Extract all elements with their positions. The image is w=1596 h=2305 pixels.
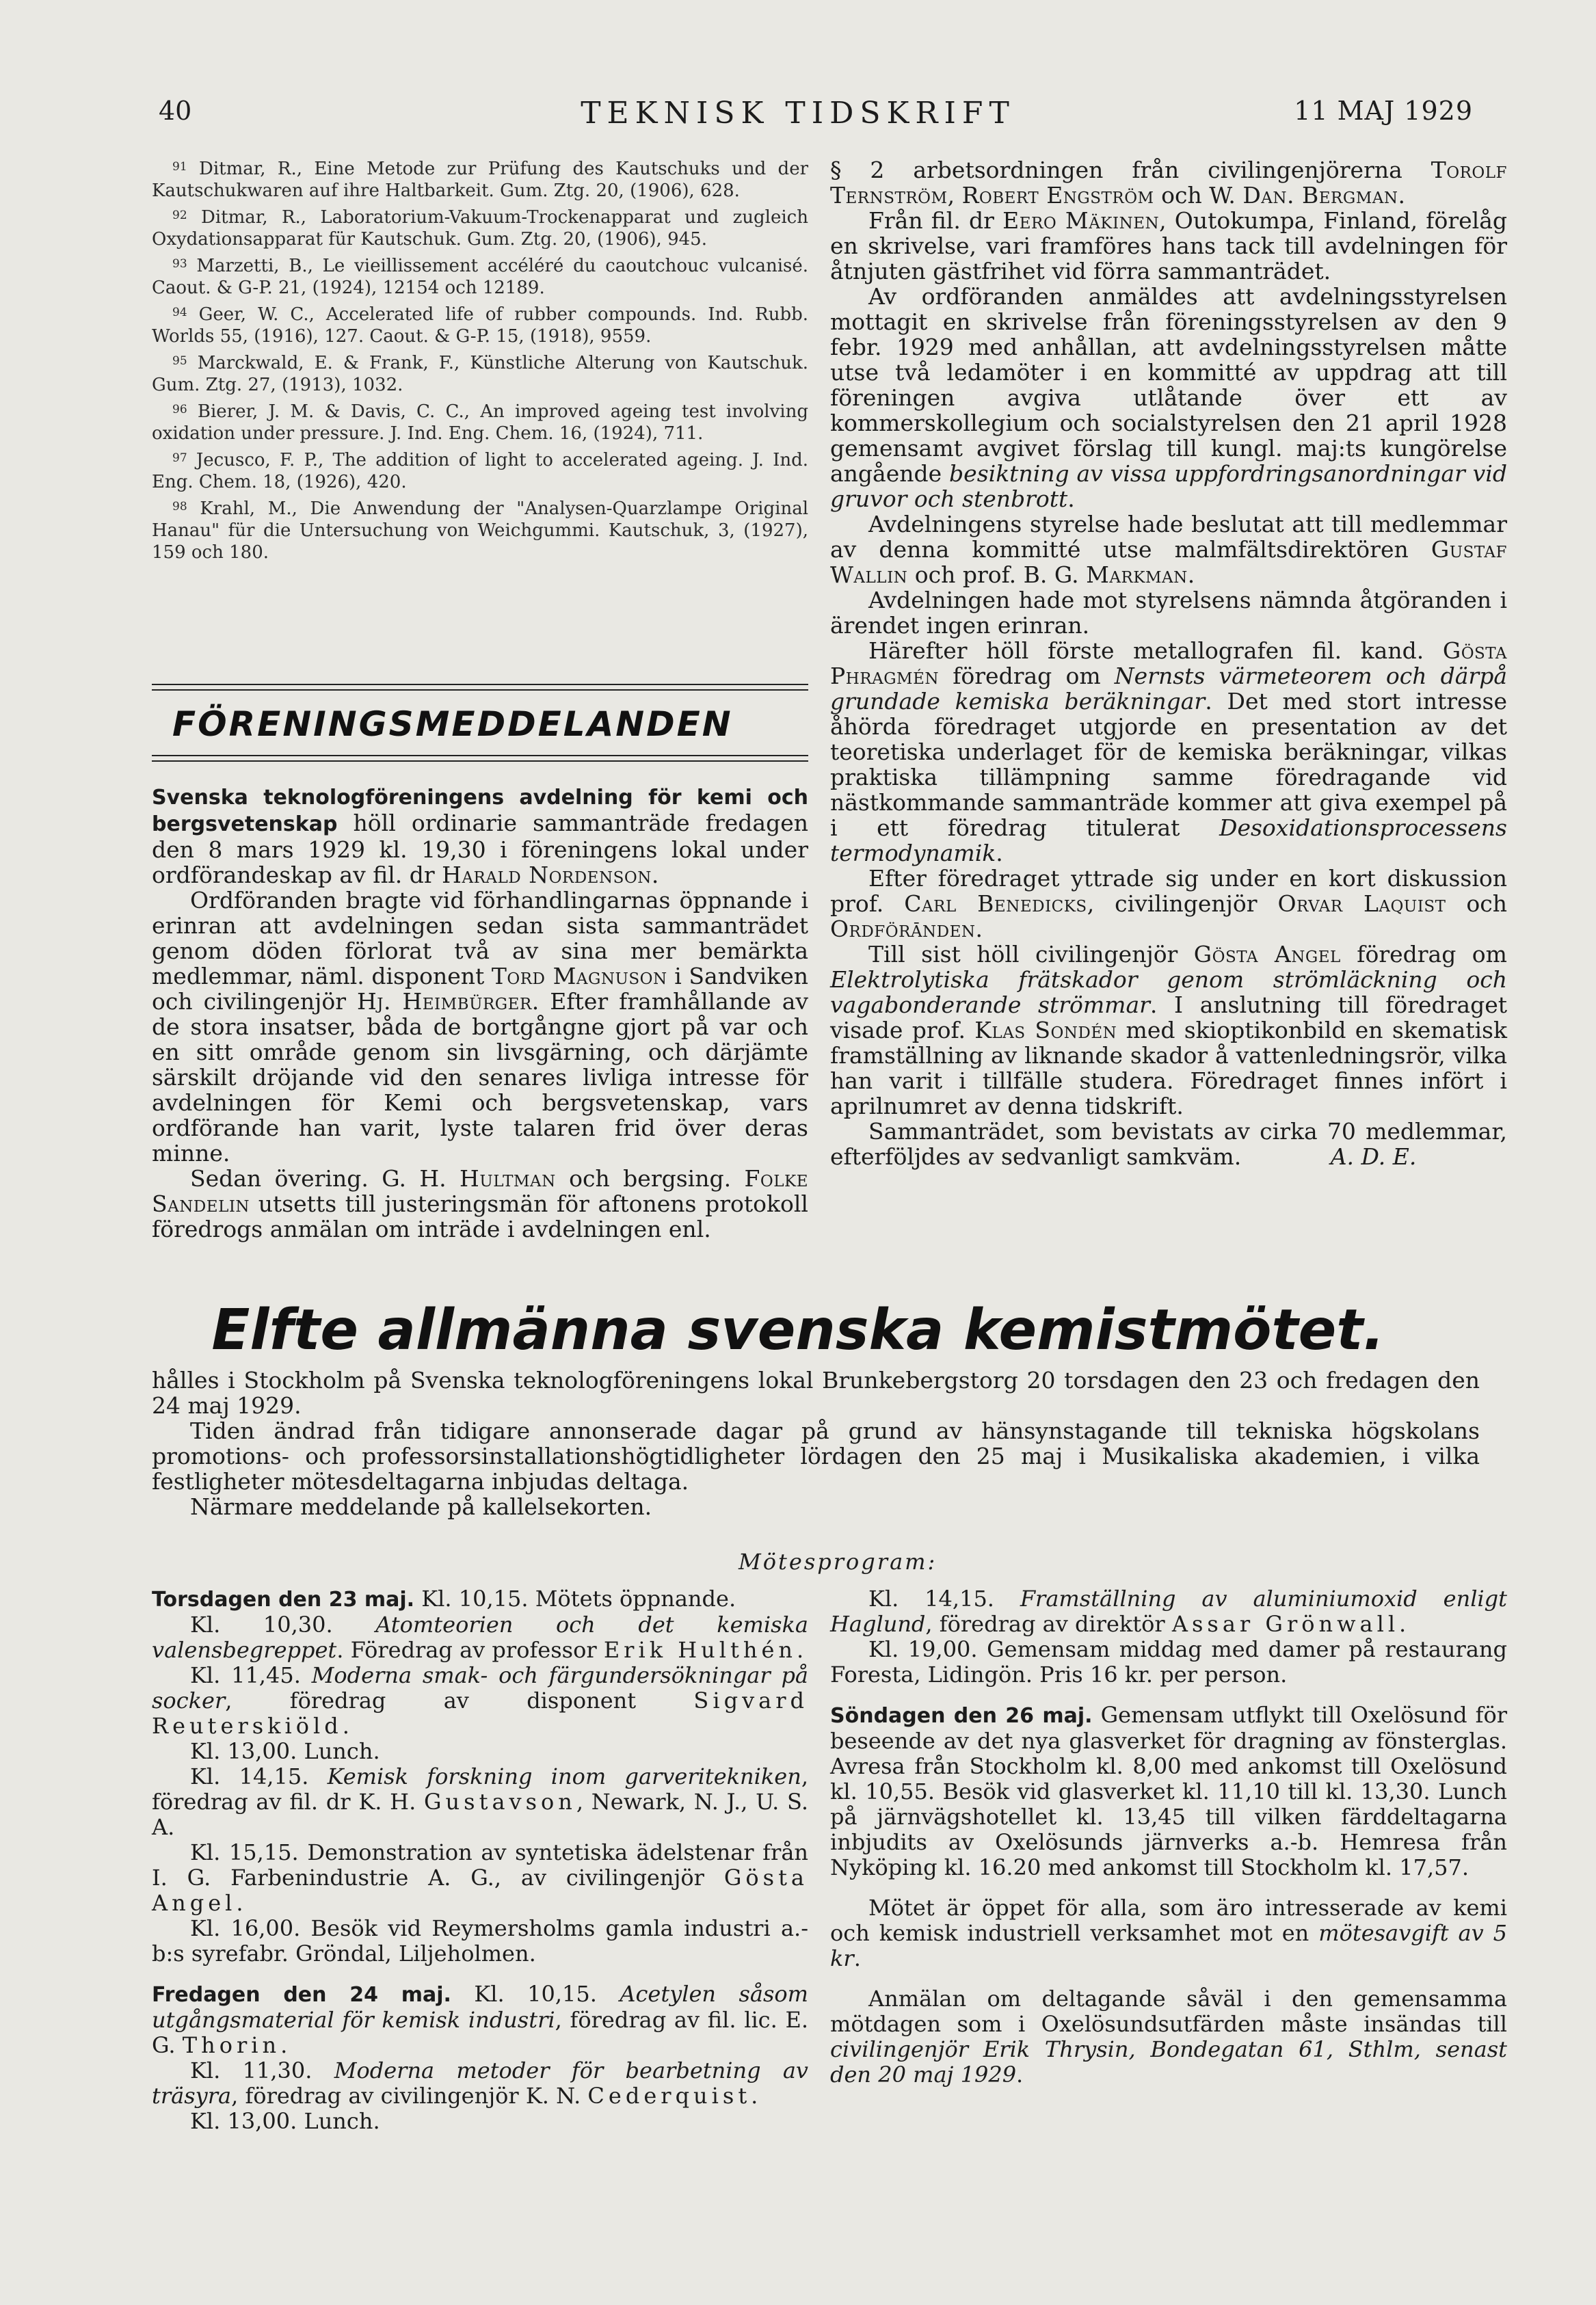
reference-item <box>152 253 808 299</box>
signature-initials: A. D. E. <box>1330 1143 1417 1170</box>
reference-item <box>152 156 808 202</box>
day-heading: Söndagen den 26 maj. <box>830 1704 1093 1728</box>
divider <box>152 755 808 756</box>
program-item: Kl. 19,00. Gemensam middag med damer på restaurang Foresta, Lidingön. Pris 16 kr. per person. <box>830 1636 1507 1688</box>
person-name: Gustaf Wallin <box>830 536 1507 588</box>
person-name: Gösta Angel <box>152 1865 808 1916</box>
reference-text: Jecusco, F. P., The addition of light to accelerated ageing. J. Ind. Eng. Chem. 18, (1926), 420. <box>152 450 808 492</box>
program-item: Mötet är öppet för alla, som äro intresserade av kemi och kemisk industriell verksamhet mot en mötesavgift av 5 kr. <box>830 1895 1507 1971</box>
paragraph: § 2 arbetsordningen från civilingenjörerna Torolf Ternström, Robert Engström och W. Dan. Bergman. <box>830 157 1507 209</box>
page-number: 40 <box>159 96 192 126</box>
person-name: Tord Magnuson <box>491 963 667 989</box>
issue-date: 11 MAJ 1929 <box>1294 96 1473 126</box>
person-name: Gösta Phragmén <box>830 637 1507 689</box>
paragraph: Från fil. dr Eero Mäkinen, Outokumpa, Finland, förelåg en skrivelse, vari framföres hans tack till avdelningen för åtnjuten gästfrihet vid förra sammanträdet. <box>830 207 1508 284</box>
italic-title: Elektrolytiska frätskador genom strömläckning och vagabonderande strömmar <box>830 966 1507 1018</box>
person-name: Hj. Heimbürger <box>356 988 532 1015</box>
program-item: Kl. 14,15. Framställning av aluminiumoxid enligt Haglund, föredrag av direktör Assar Grönwall. <box>830 1586 1507 1637</box>
reference-item <box>152 302 808 347</box>
reference-number: 94 <box>172 306 187 319</box>
program-item: Kl. 16,00. Besök vid Reymersholms gamla industri a.-b:s syrefabr. Gröndal, Liljeholmen. <box>152 1915 808 1967</box>
reference-item <box>152 399 808 444</box>
paragraph: Efter föredraget yttrade sig under en kort diskussion prof. Carl Benedicks, civilingenjör Orvar Laquist och Ordförānden. <box>830 865 1507 942</box>
paragraph: Sedan övering. G. H. Hultman och bergsing. Folke Sandelin utsetts till justeringsmän för aftonens protokoll föredrogs anmälan om inträde i avdelningen enl. <box>152 1165 809 1242</box>
program-left <box>152 1586 808 2134</box>
paragraph: Svenska teknologföreningens avdelning för kemi och bergsvetenskap höll ordinarie sammanträde fredagen den 8 mars 1929 kl. 19,30 i föreningens lokal under ordförandeskap av fil. dr Harald Nordenson. <box>152 786 808 888</box>
journal-title: TEKNISK TIDSKRIFT <box>581 96 1015 131</box>
person-name: Torolf Ternström <box>830 157 1507 209</box>
reference-text: Geer, W. C., Accelerated life of rubber compounds. Ind. Rubb. Worlds 55, (1916), 127. Caout. & G-P. 15, (1918), 9559. <box>152 304 809 347</box>
person-name: Sigvard Reuterskiöld <box>152 1688 808 1739</box>
paragraph: Härefter höll förste metallografen fil. kand. Gösta Phragmén föredrag om Nernsts värmeteorem och därpå grundade kemiska beräkningar. Det med stort intresse åhörda föredraget utgjorde en presentation av det teoretiska underlaget för de kemiska beräkningar, vilkas praktiska tillämpning samme föredragande vid nästkommande sammanträde kommer att giva exempel på i ett föredrag titulerat Desoxidationsprocessens termodynamik. <box>830 637 1507 866</box>
reference-number: 92 <box>172 209 187 222</box>
person-name: Assar Grönwall <box>1171 1611 1400 1637</box>
person-name: Eero Mäkinen <box>1002 207 1160 234</box>
divider <box>152 689 808 691</box>
person-name: Ordförānden <box>830 916 976 942</box>
person-name: Robert Engström <box>961 182 1154 209</box>
paragraph: Sammanträdet, som bevistats av cirka 70 medlemmar, efterföljdes av sedvanligt samkväm. A. D. E. <box>830 1118 1507 1170</box>
person-name: Dan. Bergman <box>1242 182 1398 209</box>
person-name: Orvar Laquist <box>1277 890 1446 917</box>
program-item: Fredagen den 24 maj. Kl. 10,15. Acetylen såsom utgångsmaterial för kemisk industri, föredrag av fil. lic. E. G. Thorin. <box>152 1981 809 2058</box>
program-right <box>830 1586 1507 2088</box>
italic-title: Nernsts värmeteorem och därpå grundade kemiska beräkningar <box>830 663 1507 715</box>
program-item: Kl. 13,00. Lunch. <box>190 1738 380 1764</box>
reference-number: 96 <box>172 403 187 416</box>
person-name: Klas Sondén <box>974 1017 1117 1043</box>
person-name: Folke Sandelin <box>152 1165 809 1217</box>
reference-item <box>152 447 808 493</box>
announcement-title: Elfte allmänna svenska kemistmötet. <box>211 1298 1385 1363</box>
program-item: Kl. 11,30. Moderna metoder för bearbetning av träsyra, föredrag av civilingenjör K. N. Cederquist. <box>152 2057 809 2109</box>
person-name: Carl Benedicks <box>904 890 1087 917</box>
person-name: Cederquist <box>587 2083 752 2109</box>
italic-title: besiktning av vissa uppfordringsanordningar vid gruvor och stenbrott <box>830 460 1507 512</box>
program-item: Kl. 15,15. Demonstration av syntetiska ädelstenar från I. G. Farbenindustrie A. G., av civilingenjör Gösta Angel. <box>152 1839 808 1916</box>
program-item: Torsdagen den 23 maj. Kl. 10,15. Mötets öppnande. <box>152 1586 736 1612</box>
person-name: Erik Hulthén <box>603 1637 797 1663</box>
reference-text: Bierer, J. M. & Davis, C. C., An improved ageing test involving oxidation under pressure. J. Ind. Eng. Chem. 16, (1924), 711. <box>152 401 808 444</box>
reference-text: Marckwald, E. & Frank, F., Künstliche Alterung von Kautschuk. Gum. Ztg. 27, (1913), 1032. <box>152 353 808 395</box>
paragraph: Avdelningens styrelse hade beslutat att till medlemmar av denna kommitté utse malmfältsdirektören Gustaf Wallin och prof. B. G. Markman. <box>830 511 1507 588</box>
day-heading: Torsdagen den 23 maj. <box>152 1588 415 1612</box>
divider <box>152 684 808 685</box>
program-item: Söndagen den 26 maj. Gemensam utflykt till Oxelösund för beseende av det nya glasverket för dragning av fönsterglas. Avresa från Stockholm kl. 8,00 med ankomst till Oxelösund kl. 10,55. Besök vid glasverket kl. 11,10 till kl. 13,30. Lunch på järnvägshotellet kl. 13,45 till vilken färddeltagarna inbjudits av Oxelösunds järnverks a.-b. Hemresa från Nyköping kl. 16.20 med ankomst till Stockholm kl. 17,57. <box>830 1702 1508 1880</box>
person-name: Thorin <box>182 2032 281 2058</box>
person-name: Gösta Angel <box>1193 941 1341 968</box>
reference-text: Krahl, M., Die Anwendung der "Analysen-Quarzlampe Original Hanau" für die Untersuchung von Weichgummi. Kautschuk, 3, (1927), 159 och 180. <box>152 498 809 563</box>
italic-title: Desoxidationsprocessens termodynamik <box>830 814 1507 866</box>
paragraph: Tiden ändrad från tidigare annonserade dagar på grund av hänsynstagande till tekniska högskolans promotions- och professorsinstallationshögtidligheter lördagen den 25 maj i Musikaliska akademien, i vilka festligheter mötesdeltagarna inbjudas deltaga. <box>152 1417 1480 1495</box>
paragraph: Av ordföranden anmäldes att avdelningsstyrelsen mottagit en skrivelse från föreningsstyrelsen av den 9 febr. 1929 med anhållan, att avdelningsstyrelsen måtte utse två ledamöter i en kommitté av uppdrag att till föreningen avgiva utlåtande över ett av kommerskollegium och socialstyrelsen den 21 april 1928 gemensamt avgivet förslag till kungl. maj:ts kungörelse angående besiktning av vissa uppfordringsanordningar vid gruvor och stenbrott. <box>830 283 1507 512</box>
reference-number: 93 <box>172 257 187 271</box>
paragraph: Till sist höll civilingenjör Gösta Angel föredrag om Elektrolytiska frätskador genom strömläckning och vagabonderande strömmar. I anslutning till föredraget visade prof. Klas Sondén med skioptikonbild en skematisk framställning av liknande skador å vattenledningsrör, vilka han varit i tillfälle studera. Föredraget finnes infört i aprilnumret av denna tidskrift. <box>830 941 1507 1119</box>
paragraph: hålles i Stockholm på Svenska teknologföreningens lokal Brunkebergstorg 20 torsdagen den 23 och fredagen den 24 maj 1929. <box>152 1367 1480 1419</box>
reference-text: Ditmar, R., Laboratorium-Vakuum-Trockenapparat und zugleich Oxydationsapparat für Kautschuk. Gum. Ztg. 20, (1906), 945. <box>152 207 808 250</box>
meeting-report-right <box>830 157 1507 1169</box>
paragraph: Avdelningen hade mot styrelsens nämnda åtgöranden i ärendet ingen erinran. <box>830 587 1507 639</box>
announcement-intro <box>152 1368 1480 1519</box>
program-item: Kl. 11,45. Moderna smak- och färgundersökningar på socker, föredrag av disponent Sigvard Reuterskiöld. <box>152 1662 808 1739</box>
reference-number: 98 <box>172 500 187 514</box>
paragraph: Ordföranden bragte vid förhandlingarnas öppnande i erinran att avdelningen sedan sista sammanträdet genom döden förlorat två av sina mer bemärkta medlemmar, näml. disponent Tord Magnuson i Sandviken och civilingenjör Hj. Heimbürger. Efter framhållande av de stora insatser, båda de bortgångne gjort på var och en sitt område genom sin livsgärning, och därjämte särskilt dröjande vid den senares livliga intresse för avdelningen för Kemi och bergsvetenskap, vars ordförande han varit, lyste talaren frid över deras minne. <box>152 887 809 1167</box>
reference-list <box>152 156 808 566</box>
person-name: Harald Nordenson <box>442 862 652 888</box>
program-item: Kl. 10,30. Atomteorien och det kemiska valensbegreppet. Föredrag av professor Erik Hulthén. <box>152 1612 809 1663</box>
day-heading: Fredagen den 24 maj. <box>152 1983 451 2007</box>
reference-number: 97 <box>172 451 187 465</box>
program-item: Kl. 14,15. Kemisk forskning inom garveritekniken, föredrag av fil. dr K. H. Gustavson, Newark, N. J., U. S. A. <box>152 1763 809 1840</box>
reference-text: Ditmar, R., Eine Metode zur Prüfung des Kautschuks und der Kautschukwaren auf ihre Haltbarkeit. Gum. Ztg. 20, (1906), 628. <box>152 159 809 201</box>
person-name: Hultman <box>460 1165 556 1192</box>
person-name: Gustavson <box>423 1789 576 1815</box>
program-item: Anmälan om deltagande såväl i den gemensamma mötdagen som i Oxelösundsutfärden måste insändas till civilingenjör Erik Thrysin, Bondegatan 61, Sthlm, senast den 20 maj 1929. <box>830 1986 1507 2088</box>
page-header <box>0 96 1596 137</box>
person-name: Markman <box>1086 561 1188 588</box>
program-heading: Mötesprogram: <box>739 1549 937 1575</box>
reference-item <box>152 496 808 563</box>
reference-item <box>152 350 808 396</box>
meeting-report-left <box>152 784 808 1242</box>
section-heading-block <box>152 684 808 766</box>
reference-number: 95 <box>172 354 187 368</box>
reference-number: 91 <box>172 160 187 174</box>
paragraph: Närmare meddelande på kallelsekorten. <box>190 1493 652 1520</box>
reference-item <box>152 204 808 250</box>
reference-text: Marzetti, B., Le vieillissement accéléré du caoutchouc vulcanisé. Caout. & G-P. 21, (1924), 12154 och 12189. <box>152 256 809 298</box>
divider <box>152 760 808 762</box>
section-heading: FÖRENINGSMEDDELANDEN <box>172 704 733 744</box>
program-item: Kl. 13,00. Lunch. <box>190 2108 380 2134</box>
organisation-name: Svenska teknologföreningens avdelning för kemi och bergsvetenskap <box>152 786 808 836</box>
